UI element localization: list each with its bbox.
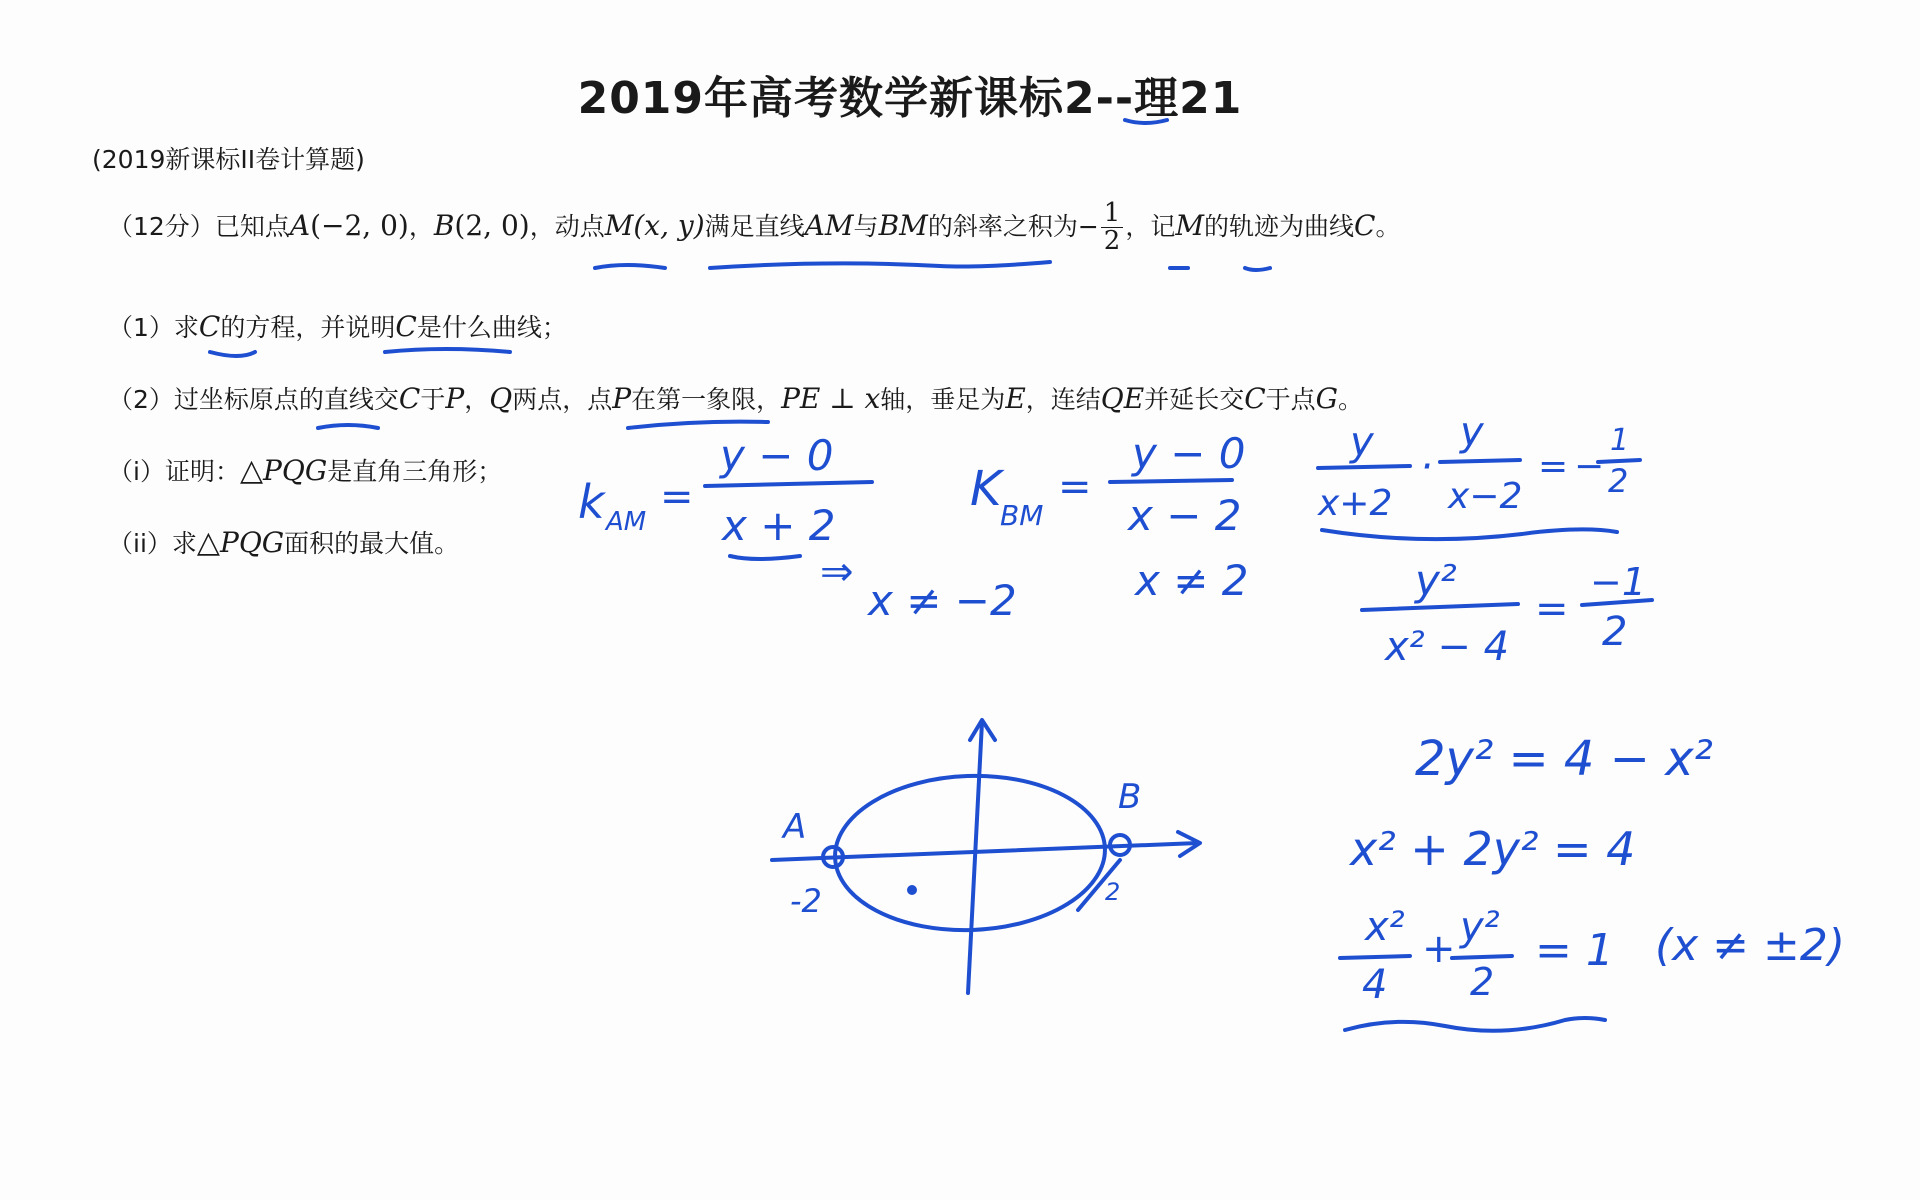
point-m: M <box>604 208 634 242</box>
question-label: （2） <box>108 385 174 414</box>
product-bar-2 <box>1440 460 1520 462</box>
text: ，动点 <box>529 211 605 241</box>
triangle-symbol: △ <box>196 525 220 560</box>
step-1: 2y² = 4 − x² <box>1415 731 1713 787</box>
triangle-pqg: PQG <box>263 454 328 487</box>
underline-curve <box>1245 268 1270 270</box>
text: 已知点 <box>214 211 290 241</box>
fraction-numerator: 1 <box>1101 200 1124 228</box>
point-a-coords: (−2, 0) <box>310 208 409 242</box>
product-den-2: x−2 <box>1448 476 1523 517</box>
underline-final <box>1345 1018 1605 1031</box>
x-ne-2: x ≠ 2 <box>1135 556 1249 605</box>
product-half-num: 1 <box>1610 423 1630 458</box>
question-label: （i） <box>108 457 165 486</box>
text: 与 <box>853 211 879 241</box>
k-am: k <box>578 475 605 529</box>
text: 在第一象限， <box>631 385 782 414</box>
label-b: B <box>1118 777 1142 817</box>
point-b-coords: (2, 0) <box>454 208 530 242</box>
question-label: （1） <box>108 313 174 342</box>
triangle-pqg: PQG <box>220 526 285 559</box>
text: 并延长交 <box>1144 385 1245 414</box>
final-condition: (x ≠ ±2) <box>1655 920 1846 971</box>
triangle-symbol: △ <box>239 453 264 488</box>
curve-c: C <box>1244 382 1266 415</box>
implies-arrow: ⇒ <box>820 549 854 595</box>
step-2: x² + 2y² = 4 <box>1350 822 1636 876</box>
point-b: B <box>433 208 455 242</box>
text: 的斜率之积为− <box>927 211 1099 241</box>
point-p: P <box>612 382 632 415</box>
segment-qe: QE <box>1100 382 1145 415</box>
underline-q2-first <box>628 422 768 428</box>
point-q: Q <box>489 382 513 415</box>
product-minus: − <box>1574 446 1605 487</box>
problem-source: (2019新课标II卷计算题) <box>92 145 365 174</box>
product-den-1: x+2 <box>1318 483 1393 524</box>
final-equals-one: = 1 <box>1535 925 1614 976</box>
final-plus: + <box>1422 926 1456 972</box>
product-dot: · <box>1420 444 1433 490</box>
ellipse-sketch <box>772 720 1200 993</box>
ratio-equals: = <box>1535 586 1569 632</box>
underline-q2-line <box>318 425 378 428</box>
point-p: P <box>445 382 465 415</box>
curve-c: C <box>198 310 221 343</box>
product-half-den: 2 <box>1608 462 1629 500</box>
ratio-num: y² <box>1415 556 1457 605</box>
segment-pe: PE <box>781 382 821 415</box>
line-am: AM <box>804 208 854 242</box>
text: 满足直线 <box>704 211 805 241</box>
question-label: （ii） <box>108 529 172 558</box>
text: ，连结 <box>1025 385 1101 414</box>
underline-marks <box>210 120 1270 428</box>
product-equals: = <box>1538 446 1569 487</box>
k-am-fraction-bar <box>705 482 872 486</box>
k-am-numerator: y − 0 <box>720 431 834 480</box>
x-ne-minus-2: x ≠ −2 <box>868 576 1017 625</box>
ratio-rhs-num: −1 <box>1590 560 1647 604</box>
origin-dot <box>907 885 917 895</box>
k-am-subscript: AM <box>606 507 647 537</box>
underline-q1-c <box>210 352 255 356</box>
text: 的方程，并说明 <box>220 313 396 342</box>
product-bar-1 <box>1318 466 1410 468</box>
text: 求 <box>173 313 199 342</box>
k-am-denominator: x + 2 <box>722 501 836 550</box>
final-den-1: 4 <box>1362 962 1388 1008</box>
underline-21 <box>1125 120 1167 123</box>
text: ，记 <box>1125 211 1176 241</box>
k-bm-subscript: BM <box>1000 499 1044 532</box>
underline-condition <box>710 262 1050 268</box>
k-bm: K <box>970 461 1002 517</box>
fraction-denominator: 2 <box>1103 226 1121 257</box>
label-a: A <box>783 807 807 847</box>
point-m: M <box>1175 208 1204 242</box>
line-bm: BM <box>878 208 928 242</box>
point-e: E <box>1005 382 1026 415</box>
underline-product <box>1322 529 1617 539</box>
curve-c: C <box>1354 208 1376 242</box>
product-num-2: y <box>1460 409 1484 455</box>
k-bm-fraction-bar <box>1110 480 1232 482</box>
label-minus-2: -2 <box>790 882 822 920</box>
ratio-rhs-den: 2 <box>1602 609 1628 655</box>
final-den-2: 2 <box>1470 960 1495 1004</box>
text: 。 <box>1375 211 1401 241</box>
text: 于 <box>420 385 446 414</box>
k-bm-equals: = <box>1058 464 1092 510</box>
text: 求 <box>171 529 197 558</box>
text: 证明： <box>164 457 240 486</box>
score-label: （12分） <box>108 211 215 241</box>
text: 于点 <box>1265 385 1316 414</box>
underline-m <box>595 265 665 268</box>
final-bar-2 <box>1452 956 1512 958</box>
text: 。 <box>1338 385 1364 414</box>
text: 轴，垂足为 <box>880 385 1006 414</box>
x-axis-var: x <box>864 382 881 415</box>
text: 面积的最大值。 <box>284 529 460 558</box>
text: 两点，点 <box>512 385 613 414</box>
text: ， <box>464 385 490 414</box>
underline-q1-curve <box>385 349 510 352</box>
k-bm-numerator: y − 0 <box>1132 429 1246 478</box>
point-a: A <box>289 208 311 242</box>
k-am-equals: = <box>660 474 694 520</box>
text: ， <box>408 211 434 241</box>
text: 是直角三角形； <box>327 457 503 486</box>
final-x2: x² <box>1365 904 1405 950</box>
ratio-den: x² − 4 <box>1385 624 1510 670</box>
curve-c: C <box>395 310 417 343</box>
page-title: 2019年高考数学新课标2--理21 <box>577 73 1243 124</box>
underline-denominator <box>730 556 800 559</box>
y-axis <box>968 722 982 993</box>
final-y2: y² <box>1460 904 1500 950</box>
text: 的轨迹为曲线 <box>1204 211 1355 241</box>
point-g: G <box>1315 382 1339 415</box>
k-bm-denominator: x − 2 <box>1128 491 1242 540</box>
text: 是什么曲线； <box>416 313 567 342</box>
curve-c: C <box>398 382 421 415</box>
label-2: 2 <box>1105 878 1121 906</box>
text: 过坐标原点的直线交 <box>173 385 399 414</box>
point-m-coords: (x, y) <box>633 208 705 242</box>
product-num-1: y <box>1350 419 1374 465</box>
final-bar-1 <box>1340 956 1410 958</box>
perp-symbol: ⊥ <box>820 382 865 415</box>
